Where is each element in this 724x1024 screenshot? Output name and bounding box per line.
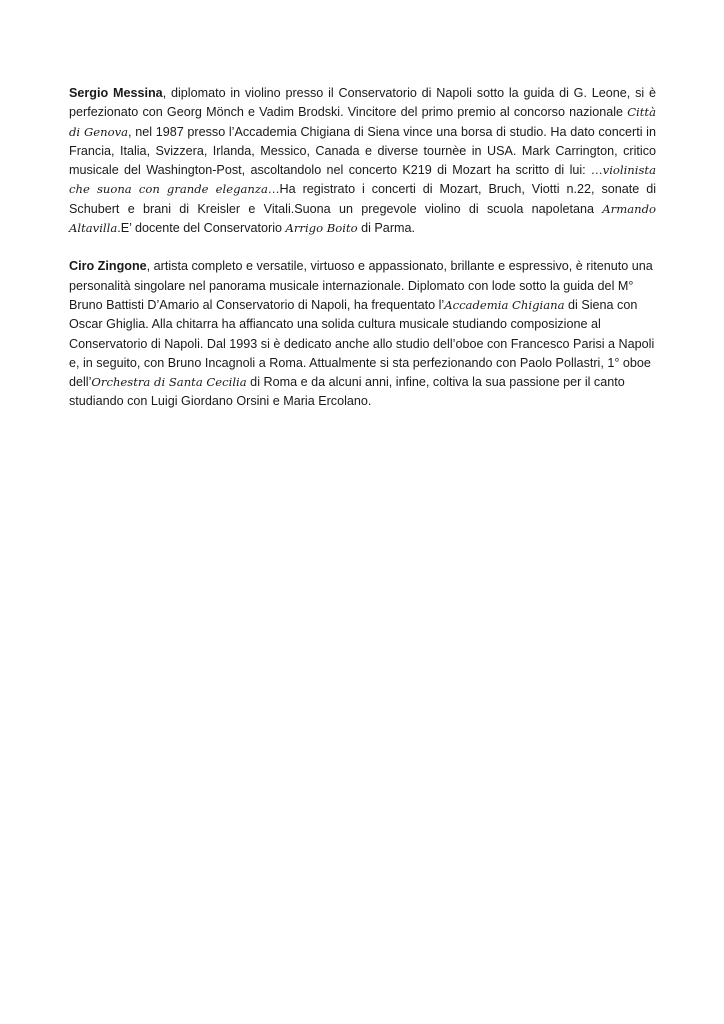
performer-name: Sergio Messina <box>69 86 163 100</box>
paragraph-text: , artista completo e versatile, virtuoso e appassionato, brillante e espressivo, è ritenuto una personalità singolare nel panorama musicale internazionale. Diplomato con lode sotto la guida del M° Bruno Battisti D’Amario al Conservatorio di Napoli, ha frequentato l’ <box>69 259 653 312</box>
paragraph-sergio-messina <box>69 84 656 238</box>
paragraph-text: , nel 1987 presso l’Accademia Chigiana di Siena vince una borsa di studio. Ha dato concerti in Francia, Italia, Svizzera, Irlanda, Messico, Canada e diverse tournèe in USA. Mark Carrington, critico musicale del Washington-Post, ascoltandolo nel concerto K219 di Mozart ha scritto di lui: <box>69 124 656 178</box>
paragraph-text: , diplomato in violino presso il Conservatorio di Napoli sotto la guida di G. Leone, si è perfezionato con Georg Mönch e Vadim Brodski. Vincitore del primo premio al concorso nazionale <box>69 86 656 120</box>
performer-name: Ciro Zingone <box>69 259 147 274</box>
italic-quote: …violinista che suona con grande eleganza… <box>69 163 656 197</box>
paragraph-text: di Siena con Oscar Ghiglia. Alla chitarra ha affiancato una solida cultura musicale studiando composizione al Conservatorio di Napoli. Dal 1993 si è dedicato anche allo studio dell’oboe con Francesco Parisi a Napoli e, in seguito, con Bruno Incagnoli a Roma. Attualmente si sta perfezionando con Paolo Pollastri, 1° oboe dell’ <box>69 297 655 390</box>
paragraph-text: di Roma e da alcuni anni, infine, coltiva la sua passione per il canto studiando con Luigi Giordano Orsini e Maria Ercolano. <box>69 375 625 409</box>
italic-title: Città di Genova <box>69 105 656 139</box>
paragraph-text: .E’ docente del Conservatorio <box>117 221 286 236</box>
paragraph-text: Ha registrato i concerti di Mozart, Bruch, Viotti n.22, sonate di Schubert e brani di Kreisler e Vitali.Suona un pregevole violino di scuola napoletana <box>69 182 657 216</box>
italic-title: Armando Altavilla <box>69 201 656 236</box>
biography-text <box>69 84 656 431</box>
italic-title: Arrigo Boito <box>285 221 358 236</box>
paragraph-ciro-zingone <box>69 257 656 411</box>
paragraph-text: di Parma. <box>357 221 416 236</box>
italic-title: Orchestra di Santa Cecilia <box>91 375 247 390</box>
italic-title: Accademia Chigiana <box>444 297 565 312</box>
